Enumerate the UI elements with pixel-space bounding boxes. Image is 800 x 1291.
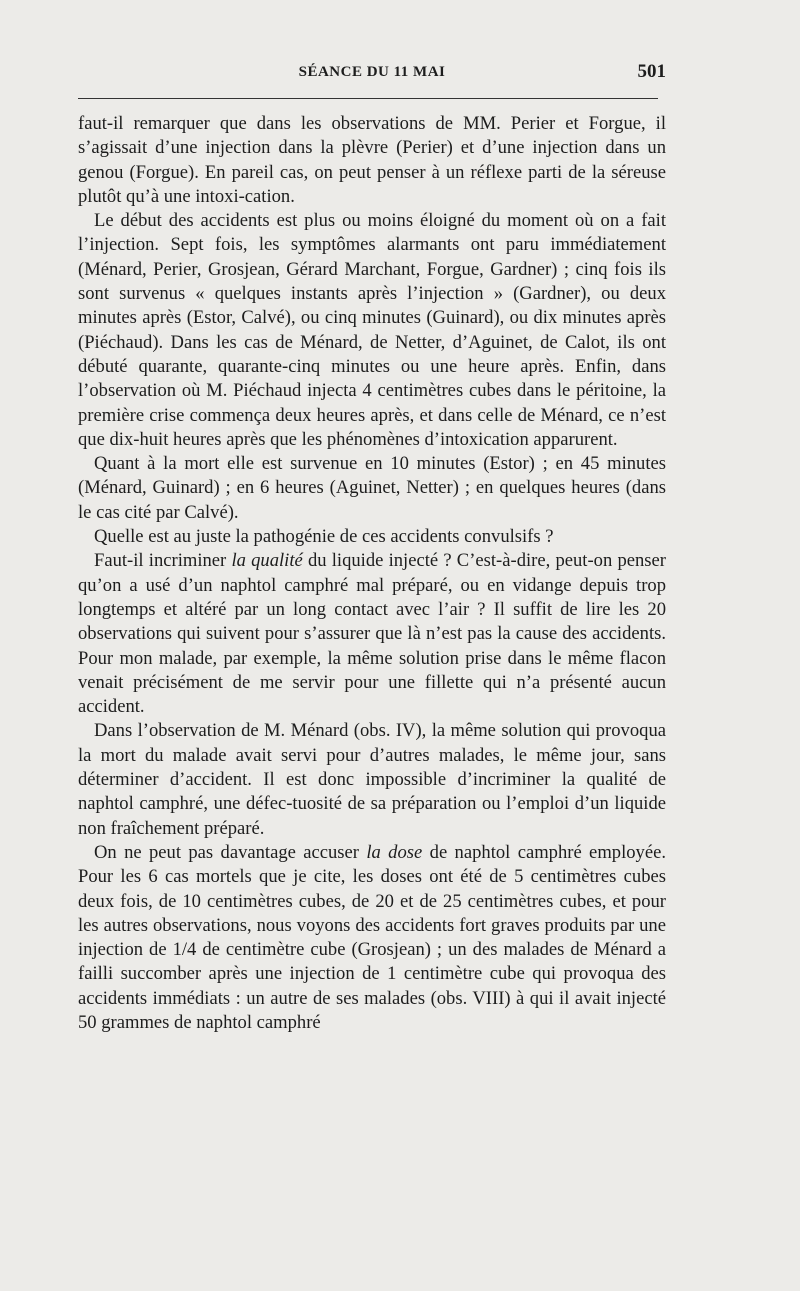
paragraph-1-text: faut-il remarquer que dans les observations de MM. Perier et Forgue, il s’agissait d’une injection dans la plèvre (Perier) et d’une injection dans un genou (Forgue). En pareil cas, on peut penser à un réflexe parti de la séreuse plutôt qu’à une intoxi-cation. [78,113,666,207]
paragraph-5-emphasis: la qualité [231,550,303,572]
running-head-title: SÉANCE DU 11 MAI [298,64,446,80]
paragraph-7-text-b: de naphtol camphré employée. Pour les 6 cas mortels que je cite, les doses ont été de 5 centimètres cubes deux fois, de 10 centimètres cubes, de 20 et de 25 centimètres cubes, et pour les autres observations, nous voyons des accidents fort graves produits par une injection de 1/4 de centimètre cube (Grosjean) ; un des malades de Ménard a failli succomber après une injection de 1 centimètre cube qui provoqua des accidents immédiats : un autre de ses malades (obs. VIII) à qui il avait injecté 50 grammes de naphtol camphré [78,841,666,1033]
running-head [78,58,666,88]
paragraph-7-emphasis: la dose [366,841,423,863]
body-text [78,112,666,1035]
paragraph-3-text: Quant à la mort elle est survenue en 10 minutes (Estor) ; en 45 minutes (Ménard, Guinard) ; en 6 heures (Aguinet, Netter) ; en quelques heures (dans le cas cité par Calvé). [78,453,666,523]
paragraph-2 [78,209,666,452]
paragraph-7-text-a: On ne peut pas davantage accuser [94,841,367,863]
paragraph-7 [78,841,666,1035]
paragraph-4-text: Quelle est au juste la pathogénie de ces accidents convulsifs ? [94,526,554,548]
paragraph-2-text: Le début des accidents est plus ou moins éloigné du moment où on a fait l’injection. Sept fois, les symptômes alarmants ont paru immédiatement (Ménard, Perier, Grosjean, Gérard Marchant, Forgue, Gardner) ; cinq fois ils sont survenus « quelques instants après l’injection » (Gardner), ou deux minutes après (Estor, Calvé), ou cinq minutes (Guinard), ou dix minutes après (Piéchaud). Dans les cas de Ménard, de Netter, d’Aguinet, de Calot, ils ont débuté quarante, quarante-cinq minutes ou une heure après. Enfin, dans l’observation où M. Piéchaud injecta 4 centimètres cubes dans le péritoine, la première crise commença deux heures après, et dans celle de Ménard, ce n’est que dix-huit heures après que les phénomènes d’intoxication apparurent. [78,210,666,450]
paragraph-5-text-a: Faut-il incriminer [94,550,232,572]
header-rule [78,98,658,99]
paragraph-5-text-b: du liquide injecté ? C’est-à-dire, peut-on penser qu’on a usé d’un naphtol camphré mal préparé, ou en vidange depuis trop longtemps et altéré par un long contact avec l’air ? Il suffit de lire les 20 observations qui suivent pour s’assurer que là n’est pas la cause des accidents. Pour mon malade, par exemple, la même solution prise dans le même flacon venait précisément de me servir pour une fillette qui n’a présenté aucun accident. [78,550,666,718]
paragraph-5 [78,549,666,719]
page-number: 501 [637,61,666,82]
paragraph-6 [78,719,666,840]
paragraph-1 [78,112,666,209]
paragraph-6-text: Dans l’observation de M. Ménard (obs. IV), la même solution qui provoqua la mort du malade avait servi pour d’autres malades, le même jour, sans déterminer d’accident. Il est donc impossible d’incriminer la qualité de naphtol camphré, une défec-tuosité de sa préparation ou l’emploi d’un liquide non fraîchement préparé. [78,720,666,839]
paragraph-4 [78,525,666,549]
paragraph-3 [78,452,666,525]
